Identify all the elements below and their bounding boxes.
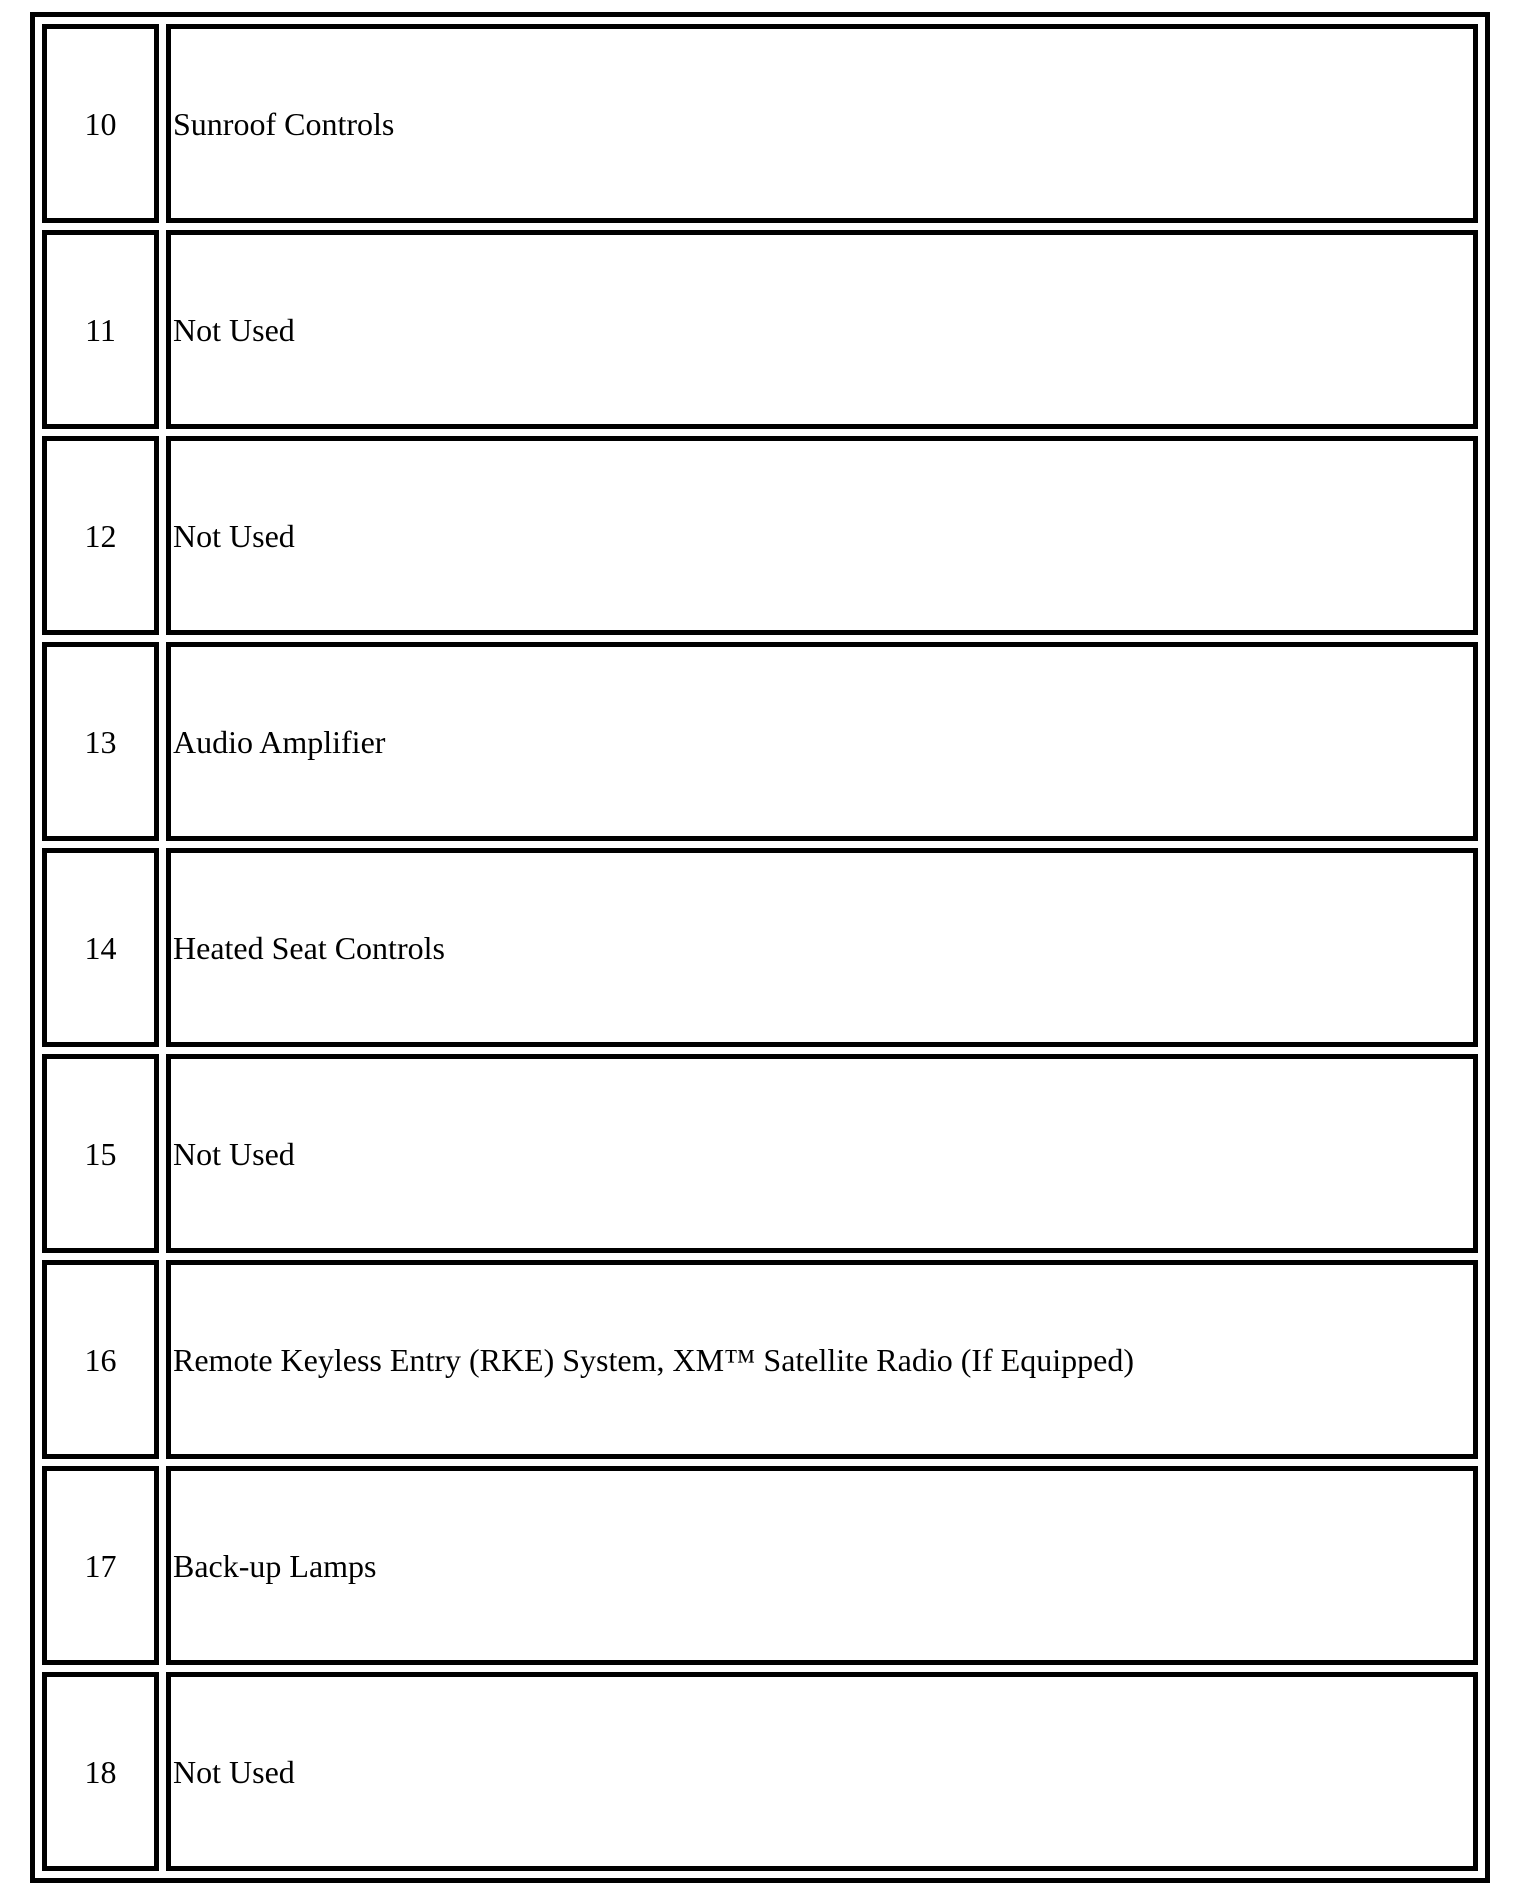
table-row	[42, 24, 1478, 223]
fuse-description: Audio Amplifier	[166, 642, 1478, 841]
table-row	[42, 848, 1478, 1047]
fuse-description: Not Used	[166, 1054, 1478, 1253]
fuse-number: 10	[42, 24, 159, 223]
fuse-number: 17	[42, 1466, 159, 1665]
table-row	[42, 230, 1478, 429]
fuse-description: Sunroof Controls	[166, 24, 1478, 223]
table-row	[42, 1054, 1478, 1253]
fuse-description: Not Used	[166, 436, 1478, 635]
fuse-number: 16	[42, 1260, 159, 1459]
fuse-description: Not Used	[166, 1672, 1478, 1871]
fuse-description: Heated Seat Controls	[166, 848, 1478, 1047]
table-row	[42, 642, 1478, 841]
table-row	[42, 436, 1478, 635]
fuse-number: 15	[42, 1054, 159, 1253]
fuse-number: 12	[42, 436, 159, 635]
fuse-description: Remote Keyless Entry (RKE) System, XM™ Satellite Radio (If Equipped)	[166, 1260, 1478, 1459]
fuse-number: 13	[42, 642, 159, 841]
table-row	[42, 1672, 1478, 1871]
fuse-number: 11	[42, 230, 159, 429]
table-row	[42, 1260, 1478, 1459]
fuse-description: Not Used	[166, 230, 1478, 429]
fuse-description: Back-up Lamps	[166, 1466, 1478, 1665]
fuse-number: 14	[42, 848, 159, 1047]
fuse-table	[30, 12, 1490, 1883]
fuse-number: 18	[42, 1672, 159, 1871]
table-row	[42, 1466, 1478, 1665]
